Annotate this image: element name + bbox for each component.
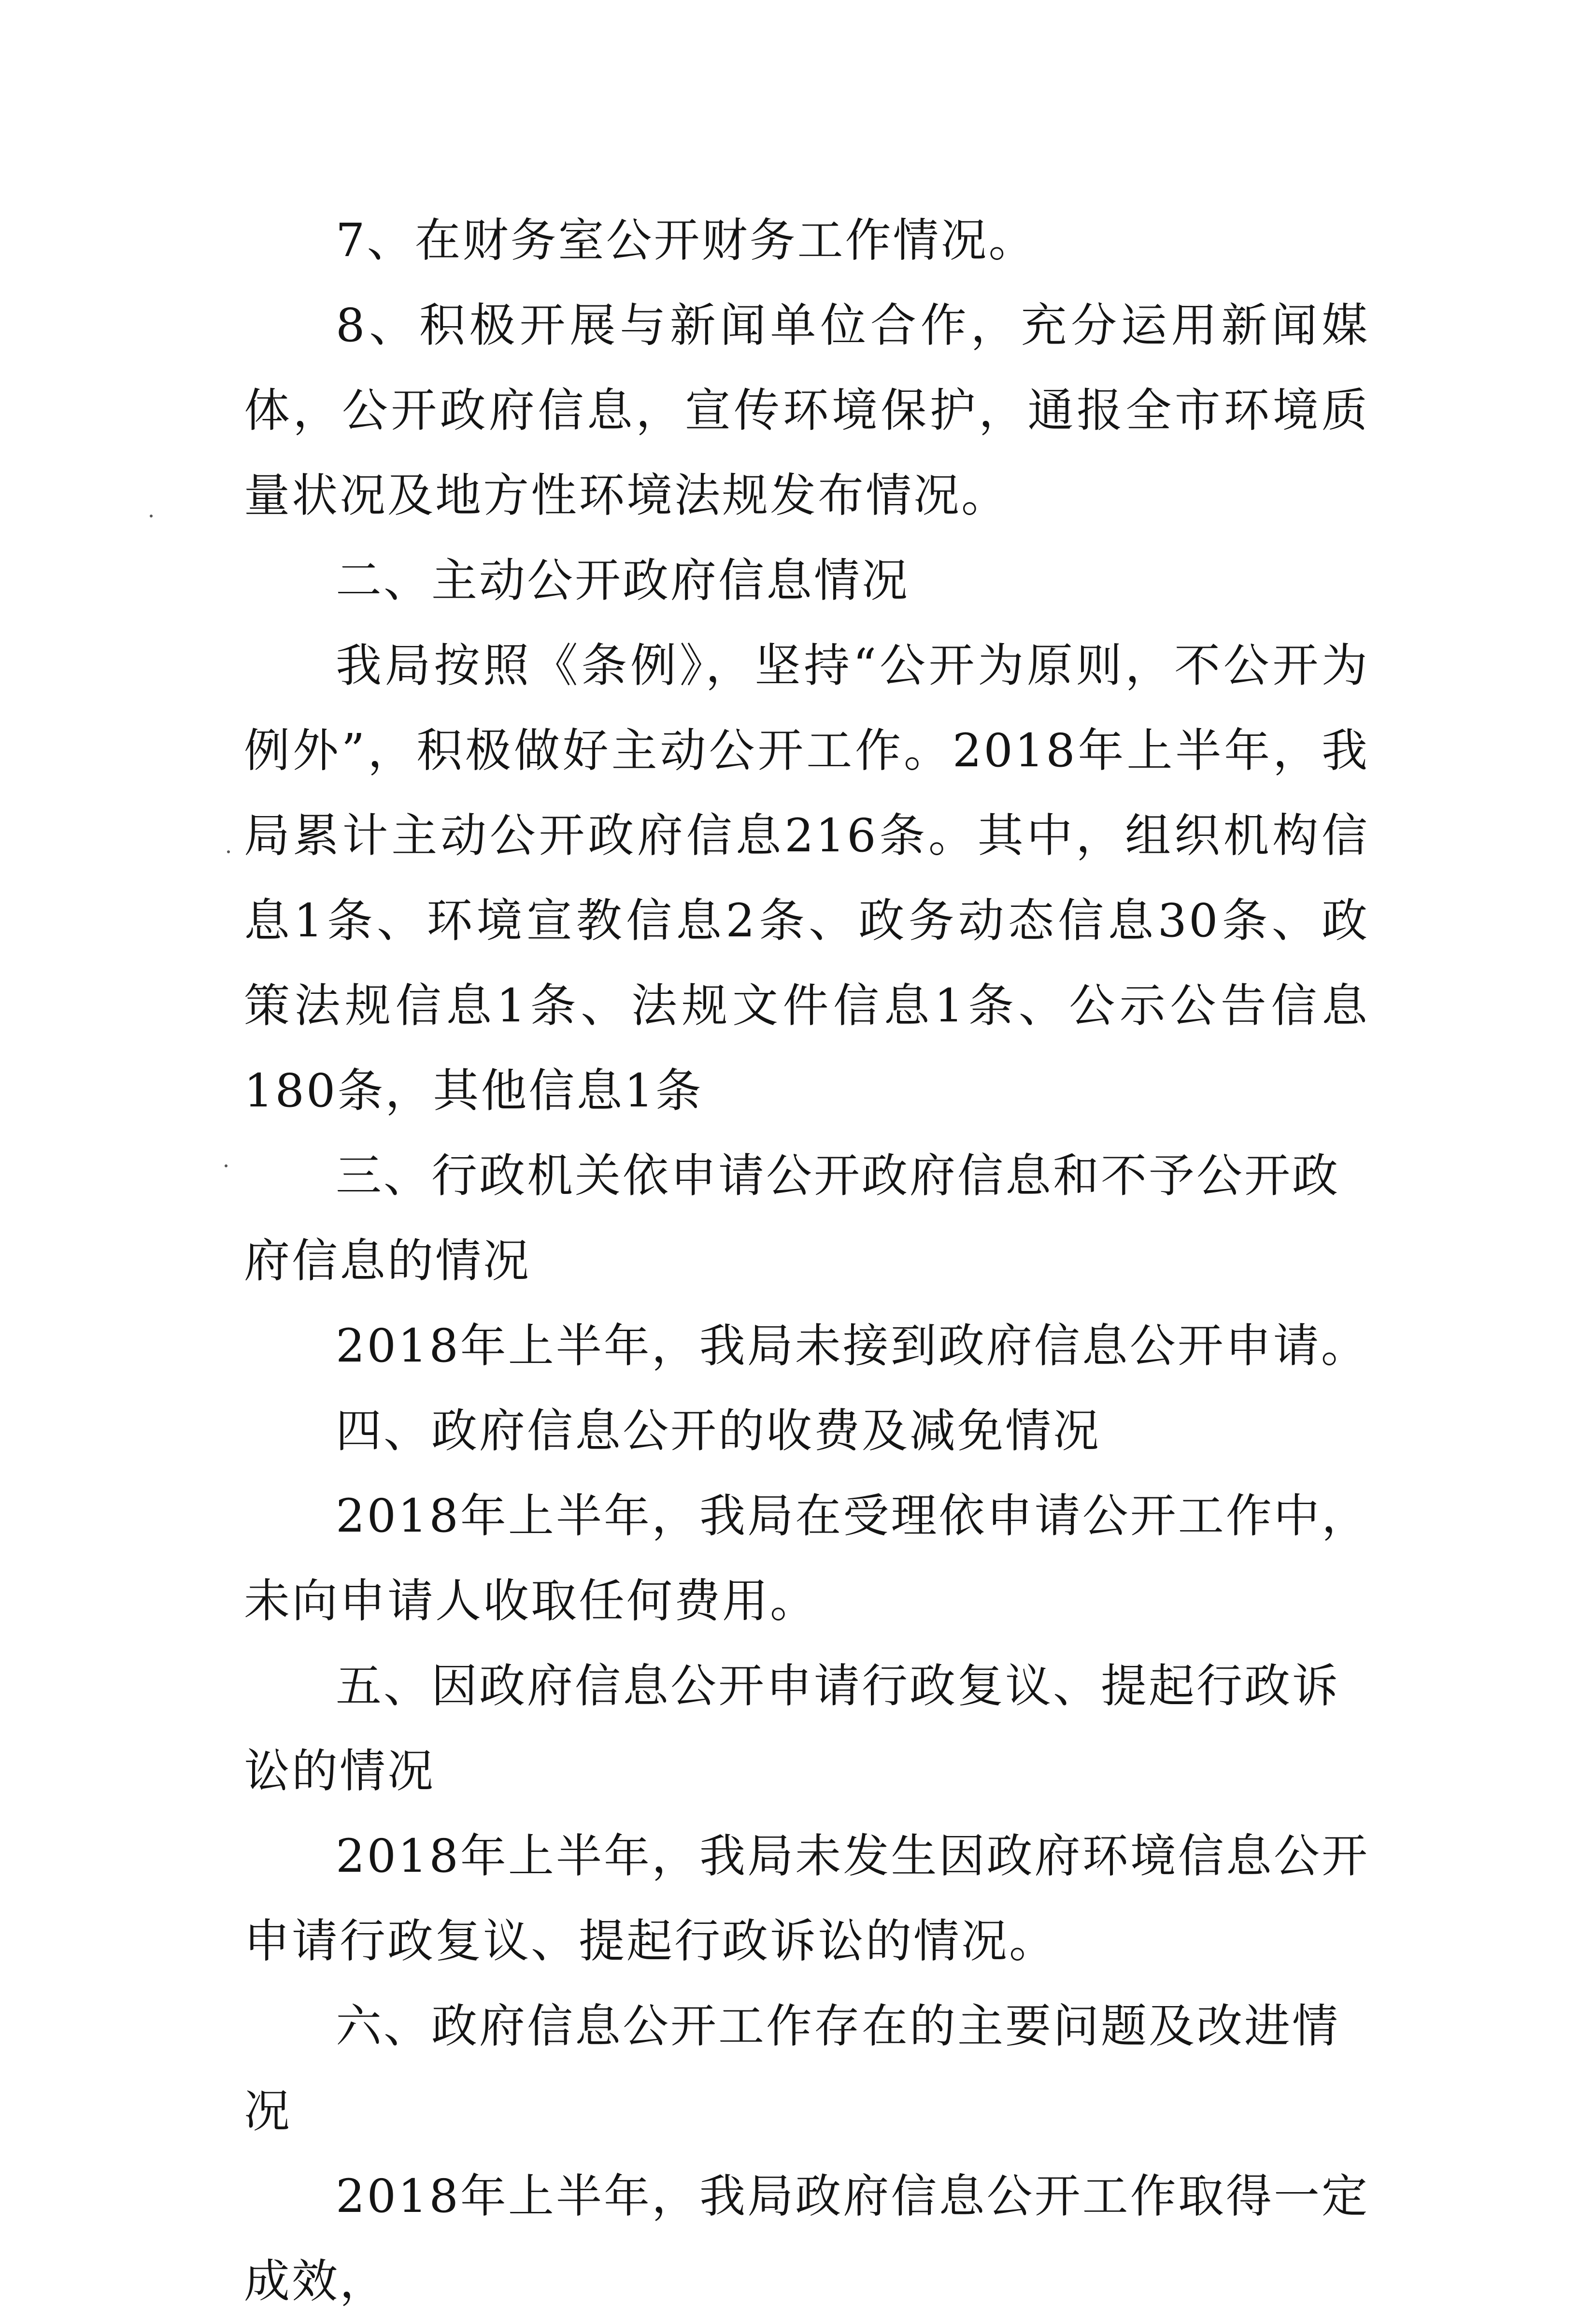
scan-speck (227, 850, 230, 853)
document-body (244, 198, 1369, 2324)
paragraph-item-8: 8、积极开展与新闻单位合作，充分运用新闻媒体，公开政府信息，宣传环境保护，通报全市环境质量状况及地方性环境法规发布情况。 (244, 299, 1369, 522)
scan-speck (150, 515, 153, 517)
paragraph-fees: 2018年上半年，我局在受理依申请公开工作中，未向申请人收取任何费用。 (244, 1490, 1369, 1628)
paragraph-problems: 2018年上半年，我局政府信息公开工作取得一定成效， (244, 2170, 1369, 2308)
section-heading-2: 二、主动公开政府信息情况 (336, 554, 910, 607)
section-heading-4: 四、政府信息公开的收费及减免情况 (336, 1405, 1101, 1458)
section-heading-5: 五、因政府信息公开申请行政复议、提起行政诉讼的情况 (244, 1660, 1340, 1798)
section-heading-3: 三、行政机关依申请公开政府信息和不予公开政府信息的情况 (244, 1149, 1340, 1288)
paragraph-requests: 2018年上半年，我局未接到政府信息公开申请。 (336, 1320, 1369, 1373)
section-heading-6: 六、政府信息公开工作存在的主要问题及改进情况 (244, 2000, 1340, 2138)
scan-speck (225, 1164, 228, 1167)
paragraph-proactive-disclosure: 我局按照《条例》，坚持“公开为原则，不公开为例外”，积极做好主动公开工作。2018年上半年，我局累计主动公开政府信息216条。其中，组织机构信息1条、环境宣教信息2条、政务动态信息30条、政策法规信息1条、法规文件信息1条、公示公告信息180条，其他信息1条 (244, 639, 1369, 1118)
paragraph-item-7: 7、在财务室公开财务工作情况。 (336, 214, 1037, 267)
paragraph-review-litigation: 2018年上半年，我局未发生因政府环境信息公开申请行政复议、提起行政诉讼的情况。 (244, 1830, 1369, 1968)
